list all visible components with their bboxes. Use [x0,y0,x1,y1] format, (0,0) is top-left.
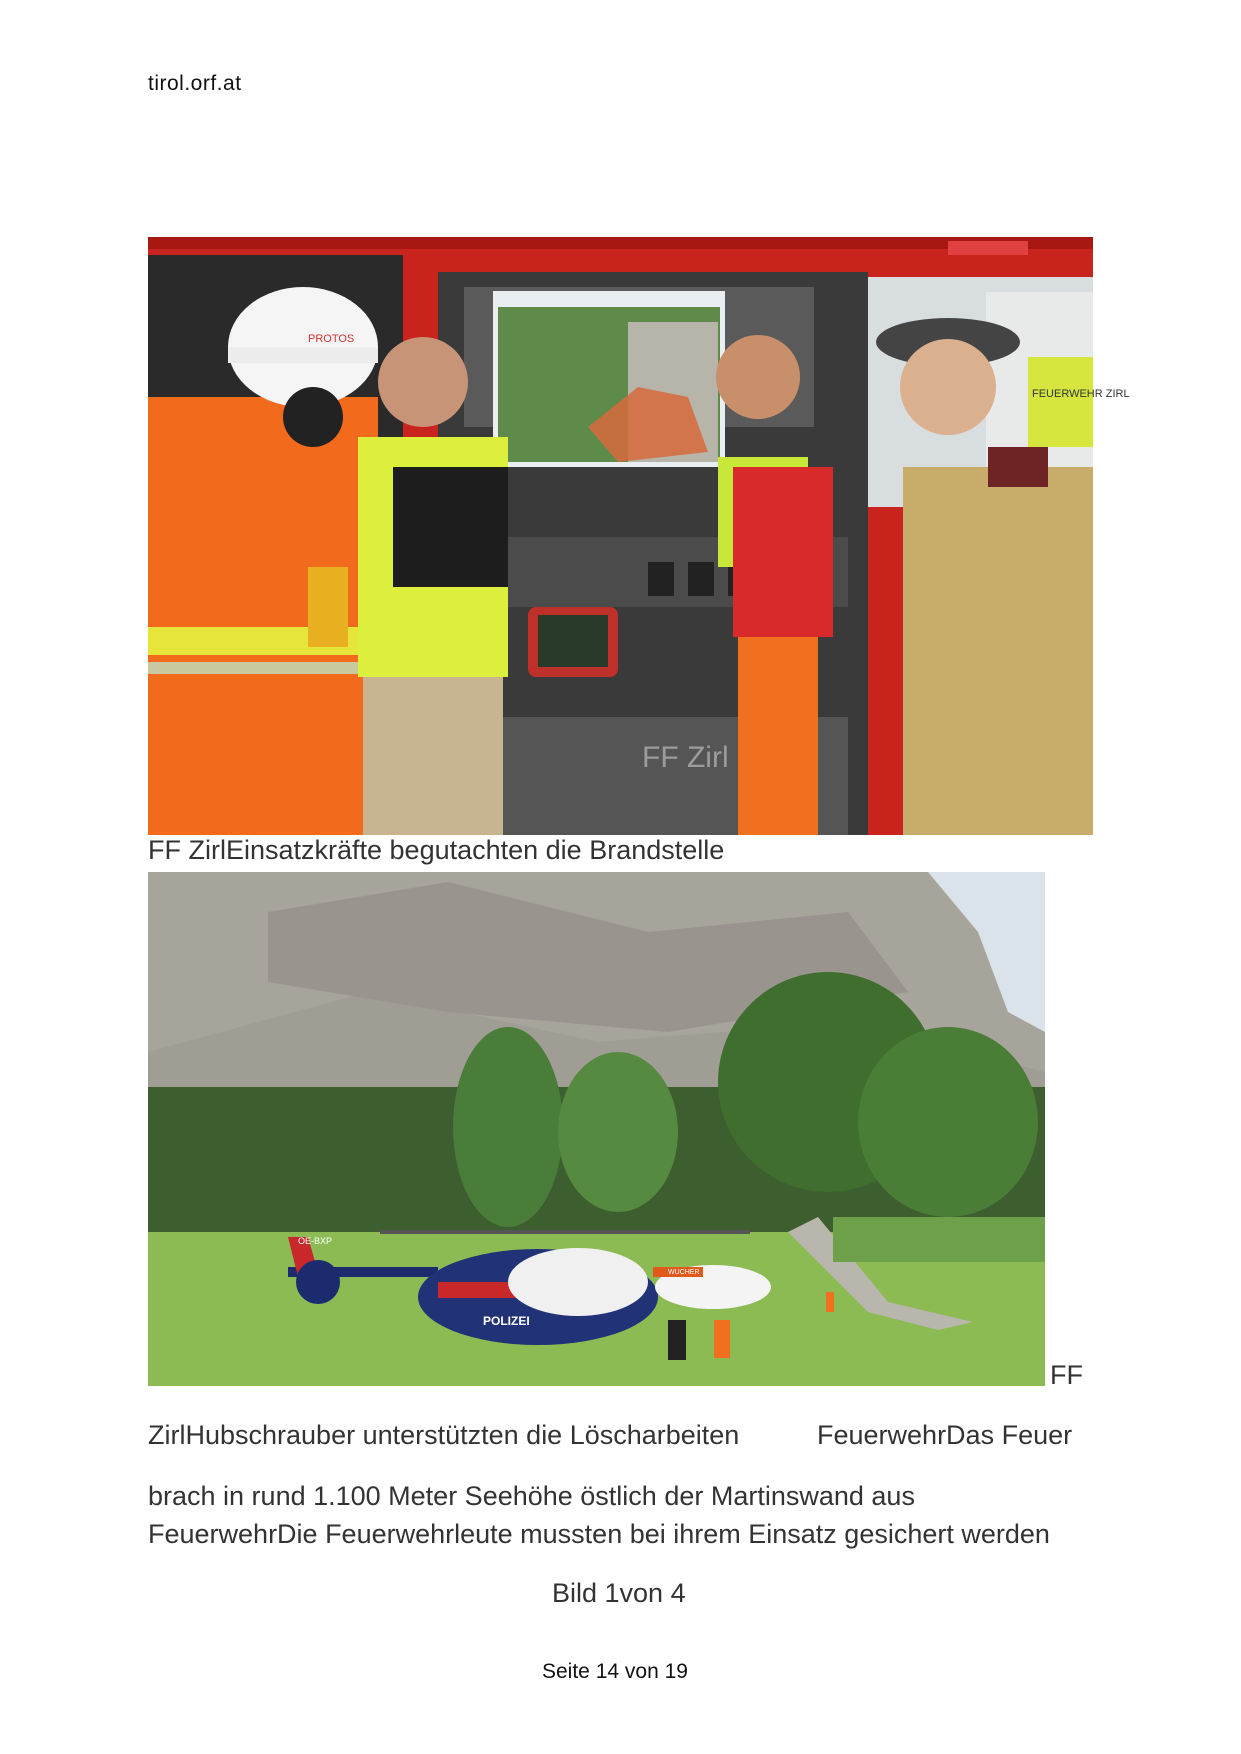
page-footer: Seite 14 von 19 [542,1660,688,1683]
heli-police-wordmark: POLIZEI [483,1314,530,1328]
photo-helicopters-illustration [148,872,1045,1386]
photo-helicopters [148,872,1045,1386]
vest-wordmark: FEUERWEHR ZIRL [1032,388,1130,400]
photo-firefighters [148,237,1130,835]
photo-firefighters-illustration [148,237,1130,835]
helmet-wordmark: PROTOS [308,333,355,345]
photo-caption: ZirlHubschrauber unterstützten die Löscharbeiten [148,1420,740,1450]
photo-caption-continued: FF [1050,1360,1083,1390]
photo-caption-start: FeuerwehrDas Feuer [817,1420,1073,1450]
heli-rescue-wordmark: WUCHER [668,1269,700,1276]
photo-caption: FF ZirlEinsatzkräfte begutachten die Brandstelle [148,835,725,865]
site-header: tirol.orf.at [148,72,242,95]
gallery-counter: Bild 1von 4 [552,1578,686,1608]
vehicle-wordmark: FF Zirl [642,741,729,774]
body-text-line: FeuerwehrDie Feuerwehrleute mussten bei ihrem Einsatz gesichert werden [148,1519,1050,1549]
body-text-line: brach in rund 1.100 Meter Seehöhe östlich der Martinswand aus [148,1481,915,1511]
heli-registration: OE-BXP [298,1236,333,1246]
